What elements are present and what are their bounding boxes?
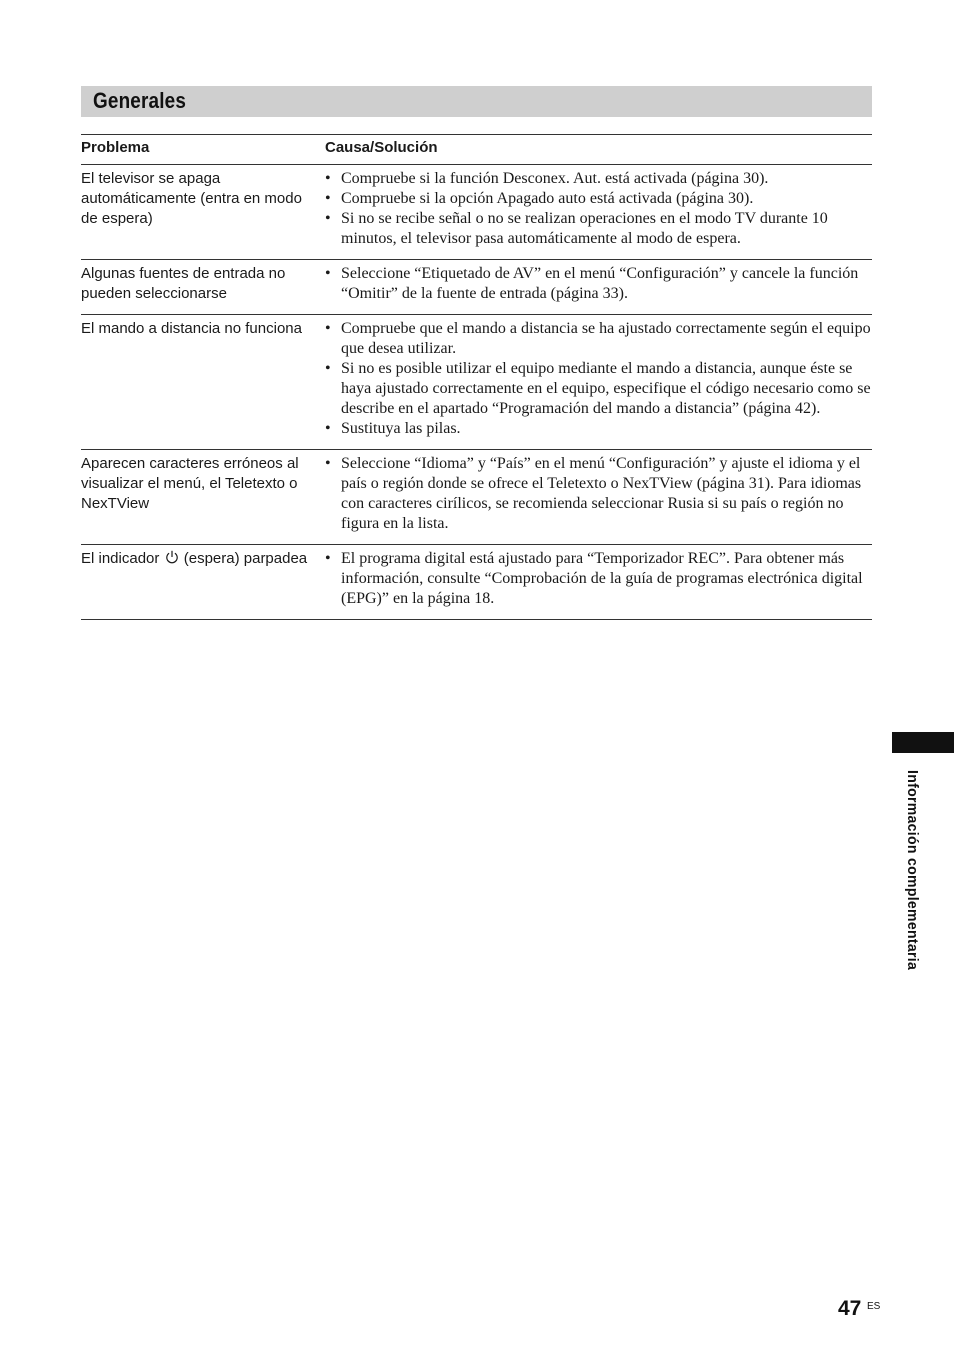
- cause-text: Seleccione “Idioma” y “País” en el menú “Configuración” y ajuste el idioma y el país o región donde se ofrece el Teletexto o NexTView (página 31). Para idiomas con caracteres cirílicos, se recomienda seleccionar Rusia si su país o región no figura en la lista.: [341, 455, 862, 532]
- bullet-icon: •: [325, 360, 331, 377]
- problem-text: El mando a distancia no funciona: [81, 320, 302, 337]
- problem-cell: [81, 545, 325, 620]
- section-title: Generales: [93, 88, 187, 113]
- cause-item: [325, 319, 872, 359]
- problem-cell: [81, 315, 325, 450]
- header-cause: Causa/Solución: [325, 135, 872, 165]
- page-number: 47: [838, 1297, 862, 1320]
- bullet-icon: •: [325, 320, 331, 337]
- troubleshooting-table: [81, 134, 872, 620]
- problem-text-before-icon: El indicador: [81, 550, 160, 567]
- cause-cell: [325, 260, 872, 315]
- cause-cell: [325, 450, 872, 545]
- problem-cell: [81, 450, 325, 545]
- cause-item: [325, 169, 872, 189]
- cause-list: [325, 264, 872, 304]
- problem-text: [81, 549, 325, 569]
- table-row: [81, 260, 872, 315]
- cause-list: [325, 454, 872, 534]
- cause-list: [325, 549, 872, 609]
- problem-cell: [81, 165, 325, 260]
- side-tab-marker: [892, 732, 954, 753]
- bullet-icon: •: [325, 550, 331, 567]
- table-header-row: [81, 135, 872, 165]
- problem-cell: [81, 260, 325, 315]
- cause-text: Compruebe que el mando a distancia se ha ajustado correctamente según el equipo que desea utilizar.: [341, 320, 871, 357]
- cause-item: [325, 264, 872, 304]
- bullet-icon: •: [325, 170, 331, 187]
- cause-text: Si no se recibe señal o no se realizan operaciones en el modo TV durante 10 minutos, el televisor pasa automáticamente al modo de espera.: [341, 210, 828, 247]
- cause-item: [325, 209, 872, 249]
- bullet-icon: •: [325, 190, 331, 207]
- cause-cell: [325, 165, 872, 260]
- table-row: [81, 450, 872, 545]
- problem-text: El televisor se apaga automáticamente (entra en modo de espera): [81, 170, 302, 227]
- power-standby-icon: [165, 550, 179, 564]
- cause-item: [325, 359, 872, 419]
- table-row: [81, 315, 872, 450]
- cause-list: [325, 169, 872, 249]
- bullet-icon: •: [325, 210, 331, 227]
- bullet-icon: •: [325, 420, 331, 437]
- cause-item: [325, 454, 872, 534]
- bullet-icon: •: [325, 455, 331, 472]
- cause-text: Seleccione “Etiquetado de AV” en el menú “Configuración” y cancele la función “Omitir” de la fuente de entrada (página 33).: [341, 265, 859, 302]
- cause-text: Compruebe si la función Desconex. Aut. está activada (página 30).: [341, 170, 769, 187]
- table-row: [81, 165, 872, 260]
- cause-item: [325, 189, 872, 209]
- side-tab-label: Información complementaria: [904, 770, 921, 971]
- problem-text: Aparecen caracteres erróneos al visualizar el menú, el Teletexto o NexTView: [81, 455, 299, 512]
- problem-text: Algunas fuentes de entrada no pueden seleccionarse: [81, 265, 286, 302]
- cause-text: Compruebe si la opción Apagado auto está activada (página 30).: [341, 190, 754, 207]
- cause-cell: [325, 545, 872, 620]
- page-language-code: ES: [867, 1301, 881, 1312]
- section-banner: [81, 86, 872, 117]
- cause-text: El programa digital está ajustado para “Temporizador REC”. Para obtener más información, consulte “Comprobación de la guía de programas electrónica digital (EPG)” en la página 18.: [341, 550, 863, 607]
- cause-text: Si no es posible utilizar el equipo mediante el mando a distancia, aunque éste se haya ajustado correctamente en el equipo, especifique el código necesario como se describe en el apartado “Programación del mando a distancia” (página 42).: [341, 360, 871, 417]
- bullet-icon: •: [325, 265, 331, 282]
- cause-cell: [325, 315, 872, 450]
- header-problem: Problema: [81, 135, 325, 165]
- cause-item: [325, 549, 872, 609]
- problem-text-after-icon: (espera) parpadea: [183, 550, 308, 567]
- cause-list: [325, 319, 872, 439]
- table-row: [81, 545, 872, 620]
- cause-text: Sustituya las pilas.: [341, 420, 461, 437]
- cause-item: [325, 419, 872, 439]
